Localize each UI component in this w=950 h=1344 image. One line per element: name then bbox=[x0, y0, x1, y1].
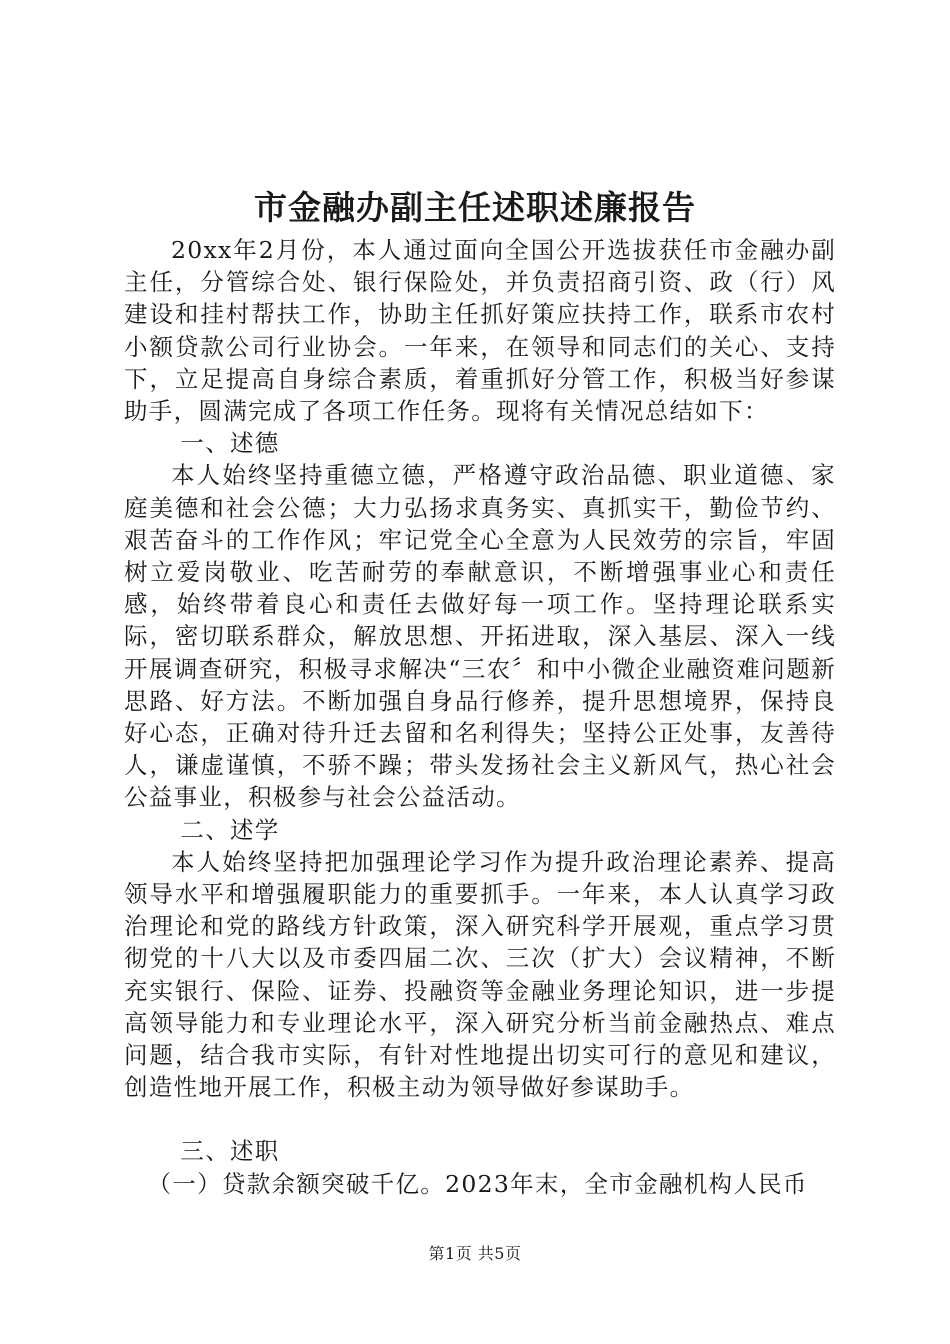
section-heading-morality: 一、述德 bbox=[180, 429, 280, 458]
morality-paragraph: 本人始终坚持重德立德，严格遵守政治品德、职业道德、家庭美德和社会公德；大力弘扬求真务实、真抓实干，勤俭节约、艰苦奋斗的工作作风；牢记党全心全意为人民效劳的宗旨，牢固树立爱岗敬业、吃苦耐劳的奉献意识，不断增强事业心和责任感，始终带着良心和责任去做好每一项工作。坚持理论联系实际，密切联系群众，解放思想、开拓进取，深入基层、深入一线开展调查研究，积极寻求解决“三农〞和中小微企业融资难问题新思路、好方法。不断加强自身品行修养，提升思想境界，保持良好心态，正确对待升迁去留和名利得失；坚持公正处事，友善待人，谦虚谨慎，不骄不躁；带头发扬社会主义新风气，热心社会公益事业，积极参与社会公益活动。 bbox=[124, 461, 836, 812]
section-heading-duty: 三、述职 bbox=[180, 1137, 280, 1166]
section-heading-study: 二、述学 bbox=[180, 815, 280, 844]
study-paragraph: 本人始终坚持把加强理论学习作为提升政治理论素养、提高领导水平和增强履职能力的重要抓手。一年来，本人认真学习政治理论和党的路线方针政策，深入研究科学开展观，重点学习贯彻党的十八大以及市委四届二次、三次（扩大）会议精神，不断充实银行、保险、证券、投融资等金融业务理论知识，进一步提高领导能力和专业理论水平，深入研究分析当前金融热点、难点问题，结合我市实际，有针对性地提出切实可行的意见和建议，创造性地开展工作，积极主动为领导做好参谋助手。 bbox=[124, 847, 836, 1102]
duty-subitem-1: （一）贷款余额突破千亿。2023年末，全市金融机构人民币 bbox=[147, 1169, 808, 1198]
document-body bbox=[124, 234, 836, 1200]
document-title: 市金融办副主任述职述廉报告 bbox=[254, 188, 696, 227]
intro-paragraph: 20xx年2月份，本人通过面向全国公开选拔获任市金融办副主任，分管综合处、银行保险处，并负责招商引资、政（行）风建设和挂村帮扶工作，协助主任抓好策应扶持工作，联系市农村小额贷款公司行业协会。一年来，在领导和同志们的关心、支持下，立足提高自身综合素质，着重抓好分管工作，积极当好参谋助手，圆满完成了各项工作任务。现将有关情况总结如下： bbox=[124, 236, 836, 426]
page-number-footer: 第1页 共5页 bbox=[428, 1244, 522, 1263]
